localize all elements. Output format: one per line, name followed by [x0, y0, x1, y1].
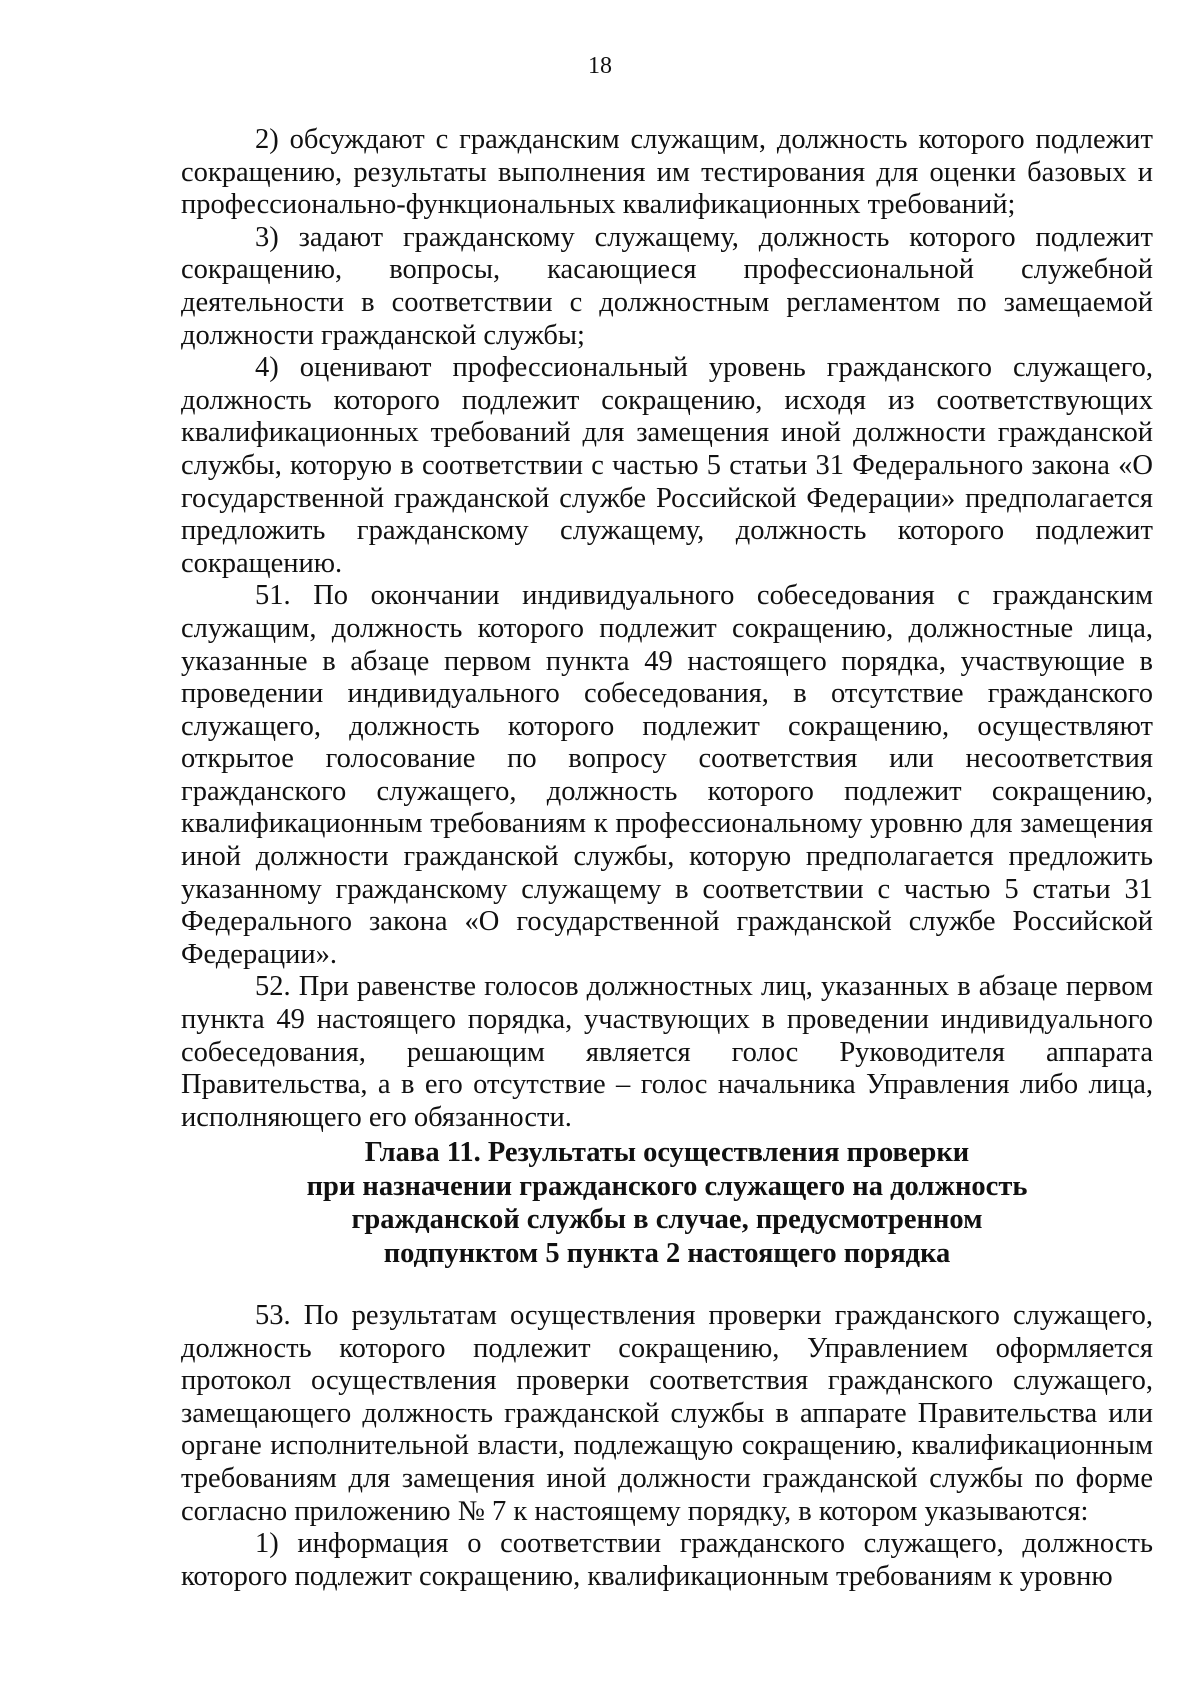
paragraph-51: 51. По окончании индивидуального собеседования с гражданским служащим, должность которого подлежит сокращению, должностные лица, указанные в абзаце первом пункта 49 настоящего порядка, участвующие в проведении индивидуального собеседования, в отсутствие гражданского служащего, должность которого подлежит сокращению, осуществляют открытое голосование по вопросу соответствия или несоответствия гражданского служащего, должность которого подлежит сокращению, квалификационным требованиям к профессиональному уровню для замещения иной должности гражданской службы, которую предполагается предложить указанному гражданскому служащему в соответствии с частью 5 статьи 31 Федерального закона «О государственной гражданской службе Российской Федерации».: [181, 580, 1153, 970]
body-text-top: [181, 124, 1153, 1134]
chapter-heading-line: подпунктом 5 пункта 2 настоящего порядка: [383, 1237, 951, 1269]
paragraph-item-1: 1) информация о соответствии гражданского служащего, должность которого подлежит сокращению, квалификационным требованиям к уровню: [181, 1528, 1153, 1592]
body-text-bottom: [181, 1300, 1153, 1593]
paragraph-item-4: 4) оценивают профессиональный уровень гражданского служащего, должность которого подлежит сокращению, исходя из соответствующих квалификационных требований для замещения иной должности гражданской службы, которую в соответствии с частью 5 статьи 31 Федерального закона «О государственной гражданской службе Российской Федерации» предполагается предложить гражданскому служащему, должность которого подлежит сокращению.: [181, 352, 1153, 579]
chapter-heading-line: гражданской службы в случае, предусмотренном: [351, 1204, 983, 1235]
paragraph-item-3: 3) задают гражданскому служащему, должность которого подлежит сокращению, вопросы, касающиеся профессиональной служебной деятельности в соответствии с должностным регламентом по замещаемой должности гражданской службы;: [181, 221, 1153, 351]
paragraph-item-2: 2) обсуждают с гражданским служащим, должность которого подлежит сокращению, результаты выполнения им тестирования для оценки базовых и профессионально-функциональных квалификационных требований;: [181, 124, 1153, 221]
paragraph-52: 52. При равенстве голосов должностных лиц, указанных в абзаце первом пункта 49 настоящего порядка, участвующих в проведении индивидуального собеседования, решающим является голос Руководителя аппарата Правительства, а в его отсутствие – голос начальника Управления либо лица, исполняющего его обязанности.: [181, 971, 1153, 1133]
chapter-heading: [181, 1136, 1153, 1270]
page-number: 18: [588, 53, 612, 79]
chapter-heading-line: Глава 11. Результаты осуществления проверки: [364, 1137, 970, 1168]
paragraph-53: 53. По результатам осуществления проверки гражданского служащего, должность которого подлежит сокращению, Управлением оформляется протокол осуществления проверки соответствия гражданского служащего, замещающего должность гражданской службы в аппарате Правительства или органе исполнительной власти, подлежащую сокращению, квалификационным требованиям для замещения иной должности гражданской службы по форме согласно приложению № 7 к настоящему порядку, в котором указываются:: [181, 1300, 1153, 1527]
chapter-heading-line: при назначении гражданского служащего на должность: [306, 1170, 1028, 1202]
